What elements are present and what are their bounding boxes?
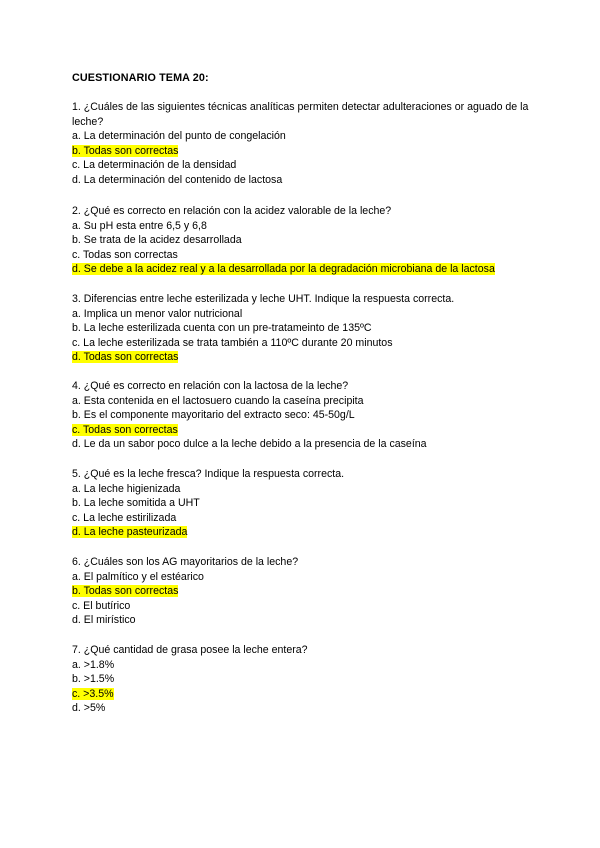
option-text: b. La leche somitida a UHT bbox=[72, 497, 200, 510]
option-b bbox=[72, 408, 532, 423]
question-text: 3. Diferencias entre leche esterilizada y leche UHT. Indique la respuesta correcta. bbox=[72, 293, 455, 305]
option-a bbox=[72, 394, 532, 409]
question-3 bbox=[72, 292, 532, 365]
option-text: c. La leche esterilizada se trata también a 110ºC durante 20 minutos bbox=[72, 336, 393, 349]
question-text: 7. ¿Qué cantidad de grasa posee la leche entera? bbox=[72, 644, 308, 656]
option-b bbox=[72, 496, 532, 511]
option-c bbox=[72, 248, 532, 263]
option-text-highlighted: b. Todas son correctas bbox=[72, 144, 179, 157]
option-text: d. Le da un sabor poco dulce a la leche debido a la presencia de la caseína bbox=[72, 438, 427, 451]
option-d bbox=[72, 525, 532, 540]
page-title: CUESTIONARIO TEMA 20: bbox=[72, 72, 209, 84]
question-text: 5. ¿Qué es la leche fresca? Indique la respuesta correcta. bbox=[72, 468, 345, 480]
option-text: d. La determinación del contenido de lactosa bbox=[72, 173, 283, 186]
option-text: a. La leche higienizada bbox=[72, 482, 181, 495]
option-c bbox=[72, 687, 532, 702]
option-a bbox=[72, 482, 532, 497]
option-text: a. Esta contenida en el lactosuero cuando la caseína precipita bbox=[72, 394, 364, 407]
option-d bbox=[72, 437, 532, 452]
option-a bbox=[72, 570, 532, 585]
option-b bbox=[72, 144, 532, 159]
option-text: c. Todas son correctas bbox=[72, 248, 178, 261]
option-d bbox=[72, 350, 532, 365]
option-text-highlighted: b. Todas son correctas bbox=[72, 585, 179, 598]
option-text: a. Implica un menor valor nutricional bbox=[72, 307, 243, 320]
question-6 bbox=[72, 555, 532, 628]
question-2 bbox=[72, 204, 532, 277]
option-text: b. >1.5% bbox=[72, 673, 115, 686]
question-text: 6. ¿Cuáles son los AG mayoritarios de la leche? bbox=[72, 556, 299, 568]
option-b bbox=[72, 321, 532, 336]
option-text: d. El mirístico bbox=[72, 614, 136, 627]
option-text: d. >5% bbox=[72, 702, 106, 715]
question-text: 4. ¿Qué es correcto en relación con la lactosa de la leche? bbox=[72, 380, 349, 392]
option-c bbox=[72, 511, 532, 526]
question-4 bbox=[72, 379, 532, 452]
option-d bbox=[72, 701, 532, 716]
option-text: b. La leche esterilizada cuenta con un pre-tratameinto de 135ºC bbox=[72, 322, 372, 335]
option-text-highlighted: d. Se debe a la acidez real y a la desarrollada por la degradación microbiana de la lactosa bbox=[72, 263, 495, 276]
question-7 bbox=[72, 643, 532, 716]
question-text: 2. ¿Qué es correcto en relación con la acidez valorable de la leche? bbox=[72, 205, 392, 217]
option-text: c. El butírico bbox=[72, 599, 131, 612]
option-a bbox=[72, 129, 532, 144]
option-text: b. Es el componente mayoritario del extracto seco: 45-50g/L bbox=[72, 409, 355, 422]
option-text: a. >1.8% bbox=[72, 658, 115, 671]
option-c bbox=[72, 336, 532, 351]
question-5 bbox=[72, 467, 532, 540]
option-text-highlighted: c. >3.5% bbox=[72, 687, 114, 700]
option-text: a. Su pH esta entre 6,5 y 6,8 bbox=[72, 219, 207, 232]
option-d bbox=[72, 613, 532, 628]
option-b bbox=[72, 584, 532, 599]
option-text: c. La leche estirilizada bbox=[72, 511, 177, 524]
option-b bbox=[72, 233, 532, 248]
option-text-highlighted: d. La leche pasteurizada bbox=[72, 526, 188, 539]
option-a bbox=[72, 307, 532, 322]
option-text-highlighted: d. Todas son correctas bbox=[72, 351, 179, 364]
question-text: 1. ¿Cuáles de las siguientes técnicas analíticas permiten detectar adulteraciones or aguado de la leche? bbox=[72, 101, 529, 128]
option-text: b. Se trata de la acidez desarrollada bbox=[72, 234, 242, 247]
option-c bbox=[72, 423, 532, 438]
option-d bbox=[72, 173, 532, 188]
question-1 bbox=[72, 100, 532, 188]
option-text-highlighted: c. Todas son correctas bbox=[72, 423, 178, 436]
option-text: c. La determinación de la densidad bbox=[72, 159, 237, 172]
option-d bbox=[72, 262, 532, 277]
option-text: a. La determinación del punto de congelación bbox=[72, 130, 286, 143]
option-a bbox=[72, 658, 532, 673]
option-c bbox=[72, 158, 532, 173]
option-b bbox=[72, 672, 532, 687]
option-text: a. El palmítico y el estéarico bbox=[72, 570, 204, 583]
option-a bbox=[72, 219, 532, 234]
option-c bbox=[72, 599, 532, 614]
